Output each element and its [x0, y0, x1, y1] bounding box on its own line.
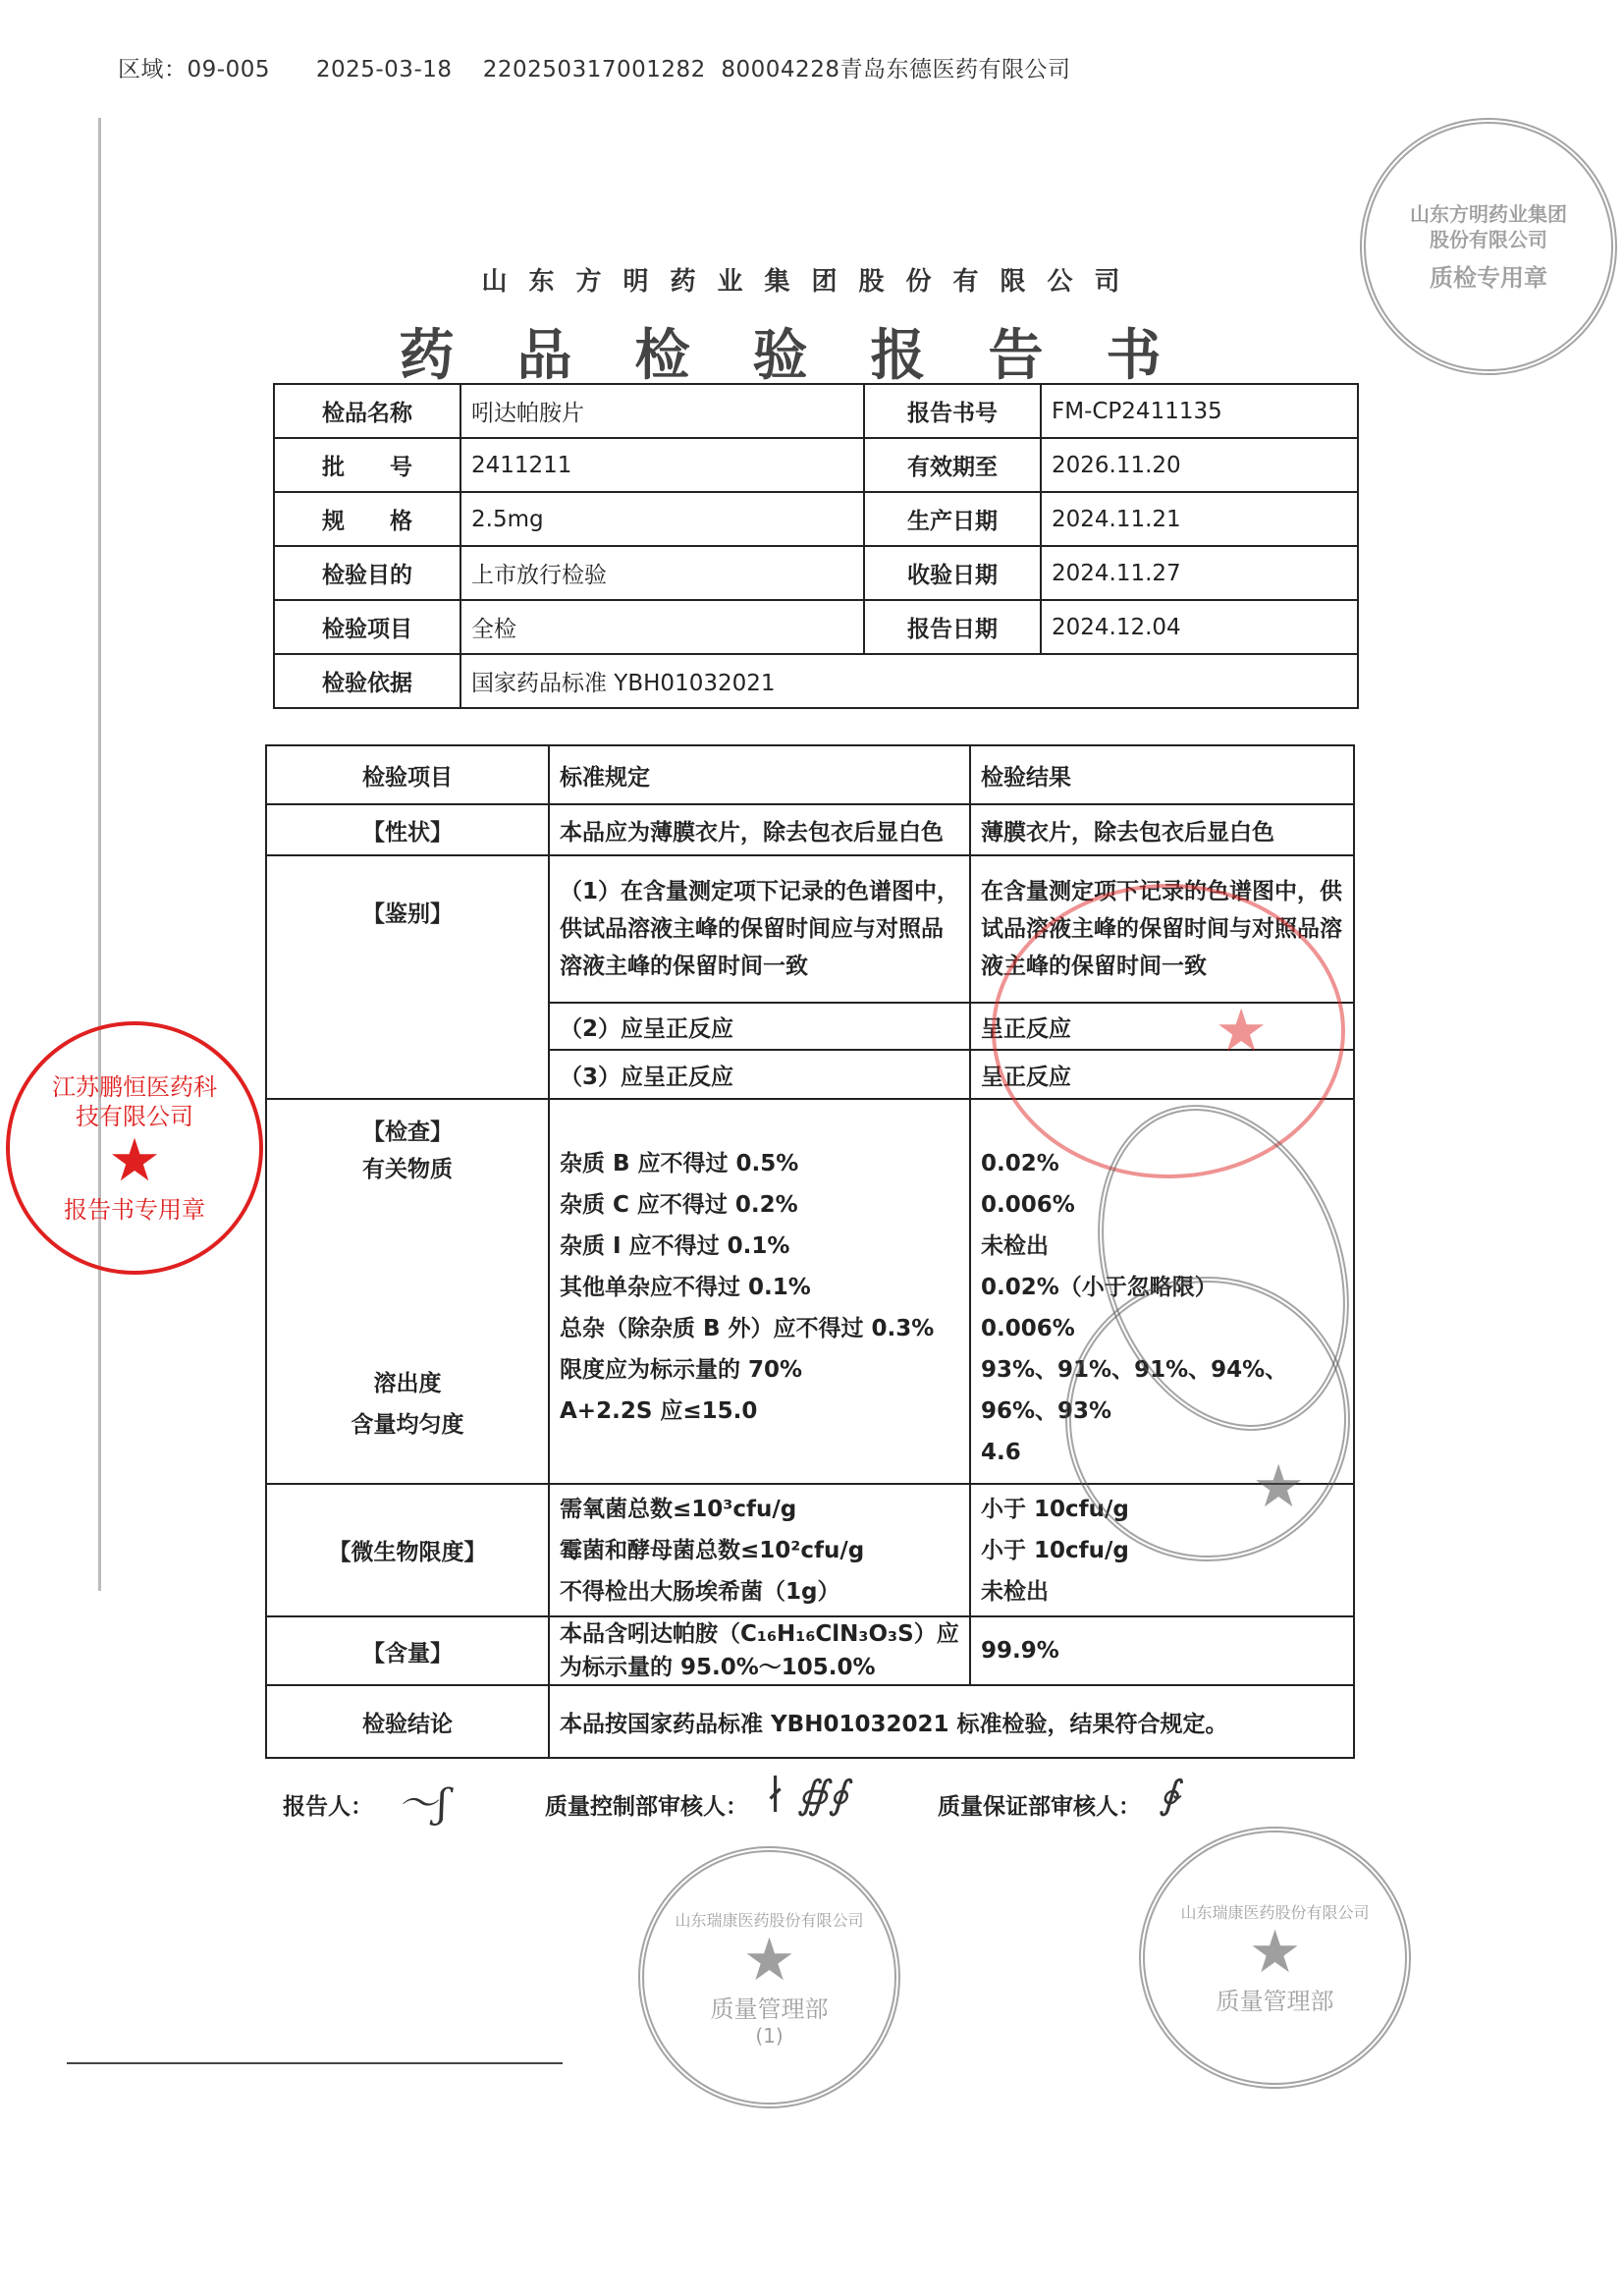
line: 4.6	[981, 1440, 1021, 1465]
sub-item: 有关物质	[362, 1157, 453, 1182]
label: 规 格	[274, 492, 460, 546]
result	[970, 1484, 1354, 1616]
line: 总杂（除杂质 B 外）应不得过 0.3%	[560, 1316, 935, 1341]
line: 93%、91%、91%、94%、96%、93%	[981, 1357, 1288, 1424]
reporter-label: 报告人：	[283, 1794, 373, 1820]
receipt-date: 2024.11.27	[1041, 546, 1358, 600]
table-row	[274, 654, 1358, 708]
line: 杂质 B 应不得过 0.5%	[560, 1151, 799, 1176]
customer: 80004228青岛东德医药有限公司	[721, 57, 1071, 82]
inspection-purpose: 上市放行检验	[460, 546, 864, 600]
label: 检验项目	[274, 600, 460, 654]
table-row	[266, 1616, 1354, 1685]
star-icon: ★	[1248, 1917, 1302, 1987]
grey-qm-seal-1	[638, 1846, 900, 2108]
result: 在含量测定项下记录的色谱图中，供试品溶液主峰的保留时间与对照品溶液主峰的保留时间一致	[970, 855, 1354, 1003]
label: 批 号	[274, 438, 460, 492]
batch-number: 2411211	[460, 438, 864, 492]
table-row	[266, 804, 1354, 855]
sub-item: 含量均匀度	[351, 1412, 464, 1438]
qa-signature: ∲	[1159, 1773, 1179, 1818]
line: 未检出	[981, 1233, 1049, 1259]
table-row	[274, 492, 1358, 546]
standard: 本品含吲达帕胺（C₁₆H₁₆ClN₃O₃S）应为标示量的 95.0%～105.0%	[549, 1616, 970, 1685]
table-row	[266, 1484, 1354, 1616]
label: 收验日期	[864, 546, 1041, 600]
line: 霉菌和酵母菌总数≤10²cfu/g	[560, 1537, 865, 1563]
region: 09-005	[187, 57, 270, 82]
conclusion: 本品按国家药品标准 YBH01032021 标准检验，结果符合规定。	[549, 1685, 1354, 1758]
table-row	[266, 1685, 1354, 1758]
table-row	[266, 1099, 1354, 1484]
label: 报告书号	[864, 384, 1041, 438]
label: 报告日期	[864, 600, 1041, 654]
item: 【含量】	[266, 1616, 549, 1685]
star-icon: ★	[108, 1125, 161, 1195]
line: 0.006%	[981, 1316, 1075, 1341]
item: 【微生物限度】	[266, 1484, 549, 1616]
product-info-table	[273, 383, 1359, 709]
line: 杂质 I 应不得过 0.1%	[560, 1233, 790, 1259]
star-icon: ★	[742, 1925, 796, 1995]
result: 99.9%	[970, 1616, 1354, 1685]
seal-text: 江苏鹏恒医药科技有限公司	[52, 1072, 217, 1130]
divider	[67, 2062, 563, 2064]
item: 【鉴别】	[266, 855, 549, 1099]
line: 0.02%	[981, 1151, 1059, 1176]
standard: 本品应为薄膜衣片，除去包衣后显白色	[549, 804, 970, 855]
seal-text: 报告书专用章	[64, 1195, 205, 1224]
table-row	[274, 438, 1358, 492]
line: 其他单杂应不得过 0.1%	[560, 1275, 811, 1300]
line: 0.02%（小于忽略限）	[981, 1275, 1217, 1300]
document-number: 220250317001282	[482, 57, 706, 82]
seal-text: (1)	[755, 2023, 784, 2048]
line: 不得检出大肠埃希菌（1g）	[560, 1578, 840, 1605]
qc-signature: ∤ ∯∮	[766, 1773, 849, 1818]
item-label: 【检查】	[362, 1120, 453, 1145]
table-row	[274, 546, 1358, 600]
line: 小于 10cfu/g	[981, 1496, 1129, 1522]
standard	[549, 1484, 970, 1616]
table-row	[266, 855, 1354, 1003]
qa-reviewer-label: 质量保证部审核人：	[938, 1794, 1141, 1820]
line: 0.006%	[981, 1192, 1075, 1218]
seal-text: 山东瑞康医药股份有限公司	[675, 1910, 864, 1930]
label: 检验依据	[274, 654, 460, 708]
inspection-items: 全检	[460, 600, 864, 654]
qc-reviewer-label: 质量控制部审核人：	[545, 1794, 748, 1820]
line: 未检出	[981, 1578, 1049, 1605]
header-row	[266, 745, 1354, 804]
seal-text: 质量管理部	[1216, 1987, 1334, 2015]
column-header: 标准规定	[549, 745, 970, 804]
star-icon: ★	[1215, 997, 1268, 1066]
star-icon: ★	[1252, 1452, 1305, 1521]
line: 小于 10cfu/g	[981, 1537, 1129, 1563]
inspection-basis: 国家药品标准 YBH01032021	[460, 654, 1358, 708]
result: 呈正反应	[970, 1050, 1354, 1099]
seal-text: 山东方明药业集团股份有限公司	[1410, 201, 1567, 251]
reporter-signature: 〜ʃ	[398, 1781, 448, 1827]
column-header: 检验结果	[970, 745, 1354, 804]
seal-text: 山东瑞康医药股份有限公司	[1180, 1902, 1370, 1922]
item: 【性状】	[266, 804, 549, 855]
specification: 2.5mg	[460, 492, 864, 546]
line: A+2.2S 应≤15.0	[560, 1398, 758, 1424]
standard	[549, 1099, 970, 1484]
sub-item: 溶出度	[373, 1371, 442, 1396]
item	[266, 1099, 549, 1484]
item: 检验结论	[266, 1685, 549, 1758]
report-title: 药品检验报告书	[399, 324, 1224, 388]
results-table	[265, 744, 1355, 1759]
label: 有效期至	[864, 438, 1041, 492]
region-label: 区域：	[118, 57, 188, 82]
table-row	[274, 384, 1358, 438]
label: 检品名称	[274, 384, 460, 438]
line: 杂质 C 应不得过 0.2%	[560, 1192, 798, 1218]
seal-text: 质量管理部	[710, 1995, 829, 2023]
expiry-date: 2026.11.20	[1041, 438, 1358, 492]
product-name: 吲达帕胺片	[460, 384, 864, 438]
grey-qm-seal-2	[1139, 1827, 1411, 2089]
production-date: 2024.11.21	[1041, 492, 1358, 546]
result: 薄膜衣片，除去包衣后显白色	[970, 804, 1354, 855]
red-report-seal	[6, 1021, 263, 1275]
seal-text: 质检专用章	[1430, 263, 1547, 292]
line: 限度应为标示量的 70%	[560, 1357, 803, 1383]
column-header: 检验项目	[266, 745, 549, 804]
report-number: FM-CP2411135	[1041, 384, 1358, 438]
standard: （2）应呈正反应	[549, 1003, 970, 1050]
standard: （1）在含量测定项下记录的色谱图中，供试品溶液主峰的保留时间应与对照品溶液主峰的保留时间一致	[549, 855, 970, 1003]
print-date: 2025-03-18	[315, 57, 453, 82]
signature-row	[265, 1773, 1353, 1835]
report-date: 2024.12.04	[1041, 600, 1358, 654]
line: 需氧菌总数≤10³cfu/g	[560, 1496, 797, 1522]
result	[970, 1099, 1354, 1484]
spacer	[267, 1188, 548, 1363]
label: 检验目的	[274, 546, 460, 600]
table-row	[274, 600, 1358, 654]
header-line	[118, 51, 1070, 83]
standard: （3）应呈正反应	[549, 1050, 970, 1099]
results-section	[265, 744, 1353, 1835]
company-name: 山东方明药业集团股份有限公司	[481, 267, 1142, 297]
label: 生产日期	[864, 492, 1041, 546]
result: 呈正反应	[970, 1003, 1354, 1050]
